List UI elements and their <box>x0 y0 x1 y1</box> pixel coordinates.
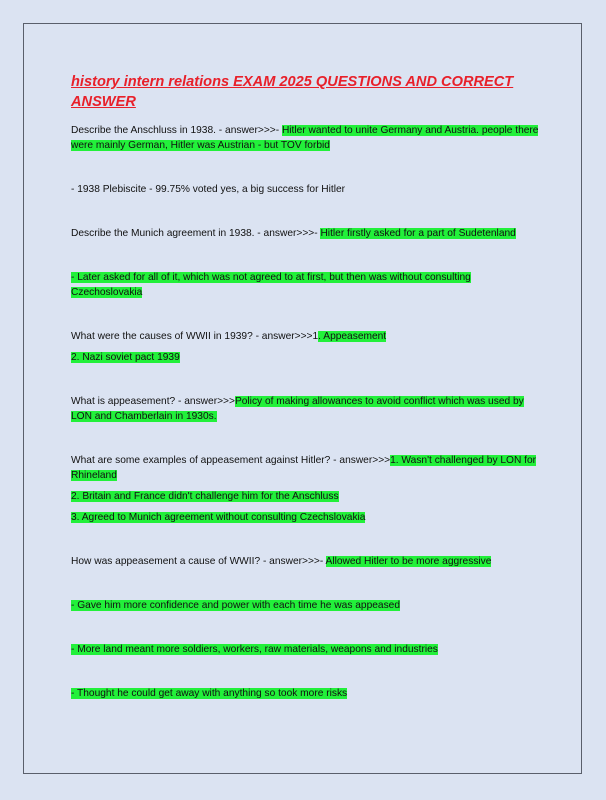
appeasement-example-2 <box>71 489 541 504</box>
answer-highlight: - Gave him more confidence and power with each time he was appeased <box>71 600 401 611</box>
answer-highlight: 2. Nazi soviet pact 1939 <box>71 352 180 363</box>
anschluss-question <box>71 123 541 153</box>
question-text: What is appeasement? - answer>>> <box>71 396 235 407</box>
question-text: Describe the Munich agreement in 1938. - answer>>>- <box>71 228 321 239</box>
answer-highlight: - Thought he could get away with anything so took more risks <box>71 688 348 699</box>
answer-highlight: - Later asked for all of it, which was not agreed to at first, but then was without consulting Czechoslovakia <box>71 272 471 298</box>
plebiscite-line <box>71 182 541 197</box>
answer-highlight: Policy of making allowances to avoid conflict which was used by LON and Chamberlain in 1930s. <box>71 396 524 422</box>
munich-answer-continued <box>71 270 541 300</box>
question-text: What were the causes of WWII in 1939? - answer>>>1 <box>71 331 319 342</box>
munich-question <box>71 226 541 241</box>
appeasement-question <box>71 394 541 424</box>
question-text: How was appeasement a cause of WWII? - answer>>>- <box>71 556 326 567</box>
answer-highlight: Hitler wanted to unite Germany and Austria. people there were mainly German, Hitler was Austrian - but TOV forbid <box>71 125 539 151</box>
answer-highlight: . Appeasement <box>318 331 387 342</box>
appeasement-cause-2 <box>71 598 541 613</box>
question-text: - 1938 Plebiscite - 99.75% voted yes, a big success for Hitler <box>71 184 346 195</box>
appeasement-examples-question <box>71 453 541 483</box>
wwii-causes-answer-2 <box>71 350 541 365</box>
question-text: Describe the Anschluss in 1938. - answer>>>- <box>71 125 282 136</box>
appeasement-example-3 <box>71 510 541 525</box>
appeasement-cause-4 <box>71 686 541 701</box>
answer-highlight: 3. Agreed to Munich agreement without consulting Czechslovakia <box>71 512 366 523</box>
document-title: history intern relations EXAM 2025 QUESTIONS AND CORRECT ANSWER <box>71 74 514 110</box>
question-text: What are some examples of appeasement against Hitler? - answer>>> <box>71 455 391 466</box>
answer-highlight: 2. Britain and France didn't challenge him for the Anschluss <box>71 491 339 502</box>
answer-highlight: Allowed Hitler to be more aggressive <box>325 556 492 567</box>
appeasement-cause-question <box>71 554 541 569</box>
answer-highlight: Hitler firstly asked for a part of Sudetenland <box>320 228 516 239</box>
wwii-causes-question <box>71 329 541 344</box>
appeasement-cause-3 <box>71 642 541 657</box>
document-content <box>71 72 541 701</box>
answer-highlight: 1. Wasn't challenged by LON for Rhineland <box>71 455 537 481</box>
answer-highlight: - More land meant more soldiers, workers, raw materials, weapons and industries <box>71 644 438 655</box>
